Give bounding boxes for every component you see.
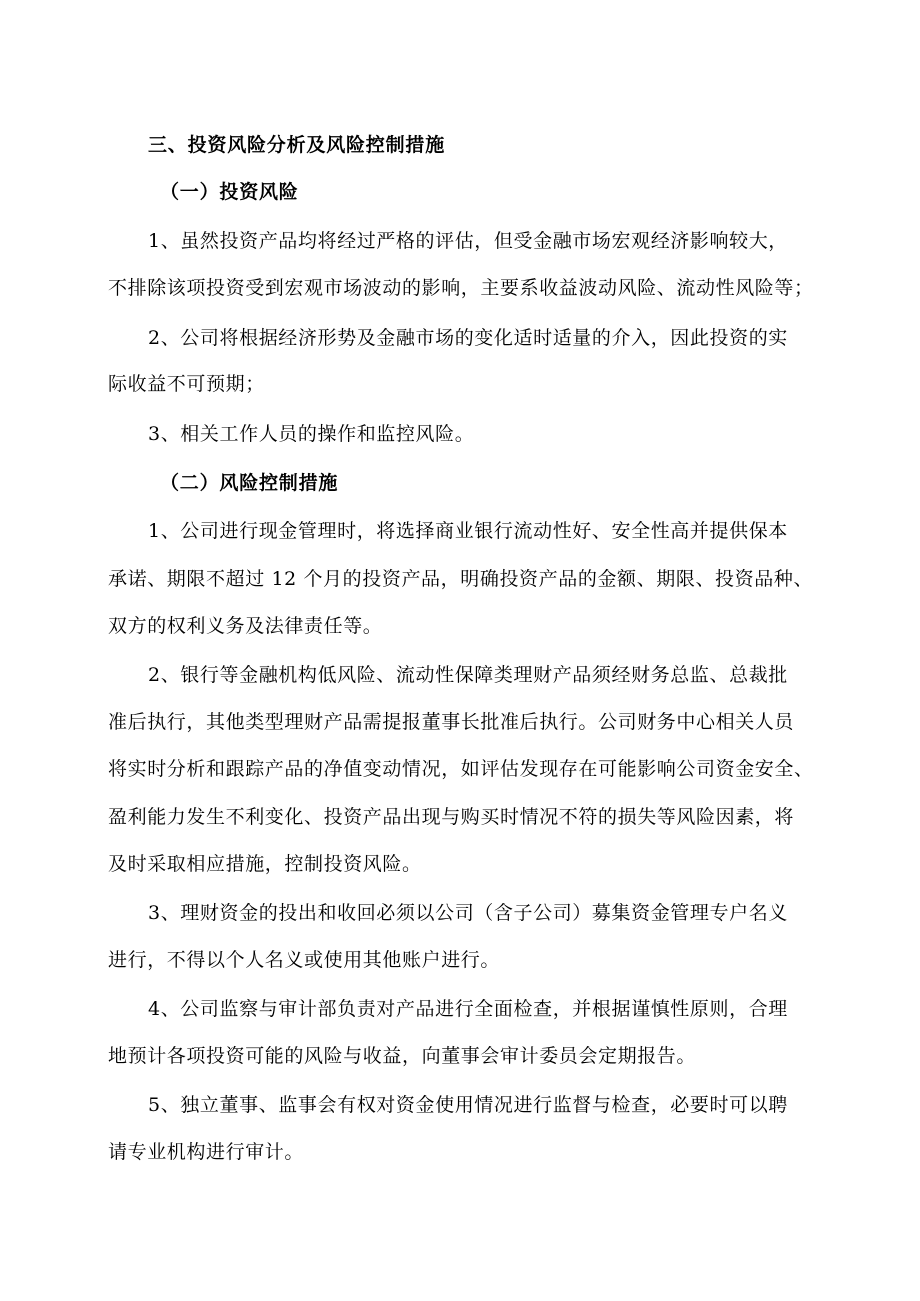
paragraph-line: 2、公司将根据经济形势及金融市场的变化适时适量的介入，因此投资的实 xyxy=(148,327,788,349)
section-title: 三、投资风险分析及风险控制措施 xyxy=(148,134,446,156)
paragraph-line: 准后执行，其他类型理财产品需提报董事长批准后执行。公司财务中心相关人员 xyxy=(108,711,795,733)
paragraph-line: 不排除该项投资受到宏观市场波动的影响，主要系收益波动风险、流动性风险等； xyxy=(108,277,814,299)
paragraph-line: 4、公司监察与审计部负责对产品进行全面检查，并根据谨慎性原则，合理 xyxy=(148,998,788,1020)
paragraph-line: 3、相关工作人员的操作和监控风险。 xyxy=(148,423,475,445)
paragraph-line: 1、虽然投资产品均将经过严格的评估，但受金融市场宏观经济影响较大， xyxy=(148,230,788,252)
paragraph-line: 承诺、期限不超过 12 个月的投资产品，明确投资产品的金额、期限、投资品种、 xyxy=(108,568,814,590)
paragraph-line: 2、银行等金融机构低风险、流动性保障类理财产品须经财务总监、总裁批 xyxy=(148,664,788,686)
paragraph-line: 际收益不可预期； xyxy=(108,373,265,395)
paragraph-line: 进行，不得以个人名义或使用其他账户进行。 xyxy=(108,949,501,971)
paragraph-line: 将实时分析和跟踪产品的净值变动情况，如评估发现存在可能影响公司资金安全、 xyxy=(108,758,814,780)
paragraph-line: 及时采取相应措施，控制投资风险。 xyxy=(108,853,422,875)
subsection-title-2: （二）风险控制措施 xyxy=(160,472,339,494)
paragraph-line: 1、公司进行现金管理时，将选择商业银行流动性好、安全性高并提供保本 xyxy=(148,520,788,542)
paragraph-line: 地预计各项投资可能的风险与收益，向董事会审计委员会定期报告。 xyxy=(108,1045,697,1067)
paragraph-line: 双方的权利义务及法律责任等。 xyxy=(108,615,383,637)
paragraph-line: 请专业机构进行审计。 xyxy=(108,1141,305,1163)
paragraph-line: 3、理财资金的投出和收回必须以公司（含子公司）募集资金管理专户名义 xyxy=(148,902,788,924)
paragraph-line: 5、独立董事、监事会有权对资金使用情况进行监督与检查，必要时可以聘 xyxy=(148,1094,788,1116)
subsection-title-1: （一）投资风险 xyxy=(160,181,299,203)
paragraph-line: 盈利能力发生不利变化、投资产品出现与购买时情况不符的损失等风险因素，将 xyxy=(108,806,795,828)
